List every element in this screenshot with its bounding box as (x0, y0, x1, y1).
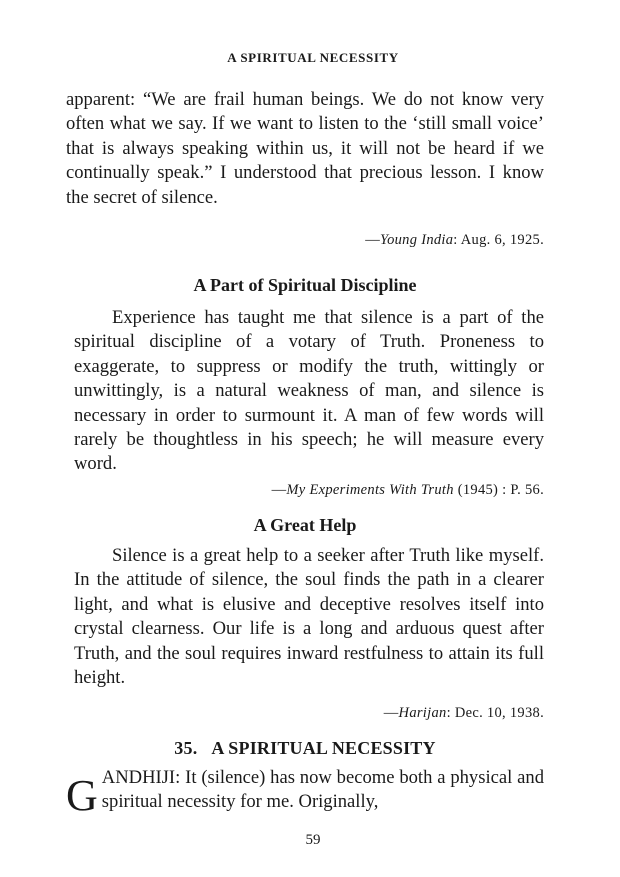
running-head: A SPIRITUAL NECESSITY (227, 50, 399, 65)
citation-title: My Experiments With Truth (286, 482, 454, 498)
paragraph-young-india-quote: apparent: “We are frail human beings. We do not know very often what we say. If we want to listen to the ‘still small voice’ that is always speaking within us, it will not be heard if we continually speak.” I understood that precious lesson. I know the secret of silence. (66, 89, 544, 208)
citation-date: (1945) : P. 56. (453, 482, 544, 498)
paragraph-gandhiji-opening (66, 766, 544, 820)
citation-date: : Dec. 10, 1938. (446, 705, 544, 721)
chapter-title: A SPIRITUAL NECESSITY (211, 738, 436, 758)
drop-cap: G (66, 771, 98, 820)
source-citation-harijan (66, 705, 544, 722)
paragraph-gandhiji-text: ANDHIJI: It (silence) has now become both a physical and spiritual necessity for me. Originally, (101, 767, 544, 813)
citation-dash: — (383, 705, 399, 721)
paragraph-spiritual-discipline: Experience has taught me that silence is a part of the spiritual discipline of a votary of Truth. Proneness to exaggerate, to suppress or modify the truth, wittingly or unwittingly, is a natural weakness of man, and silence is necessary in order to surmount it. A man of few words will rarely be thoughtless in his speech; he will measure every word. (74, 307, 544, 475)
page-number: 59 (305, 832, 321, 848)
source-citation-young-india (66, 232, 544, 249)
citation-title: Harijan (398, 705, 447, 721)
section-heading-great-help: A Great Help (253, 515, 357, 535)
chapter-heading (66, 738, 544, 759)
citation-dash: — (271, 482, 287, 498)
citation-title: Young India (380, 232, 454, 248)
section-heading-spiritual-discipline: A Part of Spiritual Discipline (193, 275, 417, 295)
citation-date: : Aug. 6, 1925. (453, 232, 544, 248)
source-citation-my-experiments (66, 482, 544, 499)
citation-dash: — (365, 232, 381, 248)
paragraph-great-help: Silence is a great help to a seeker after Truth like myself. In the attitude of silence, the soul finds the path in a clearer light, and what is elusive and deceptive resolves itself into crystal clearness. Our life is a long and arduous quest after Truth, and the soul requires inward restfulness to attain its full height. (74, 545, 544, 689)
chapter-number: 35. (174, 738, 198, 758)
